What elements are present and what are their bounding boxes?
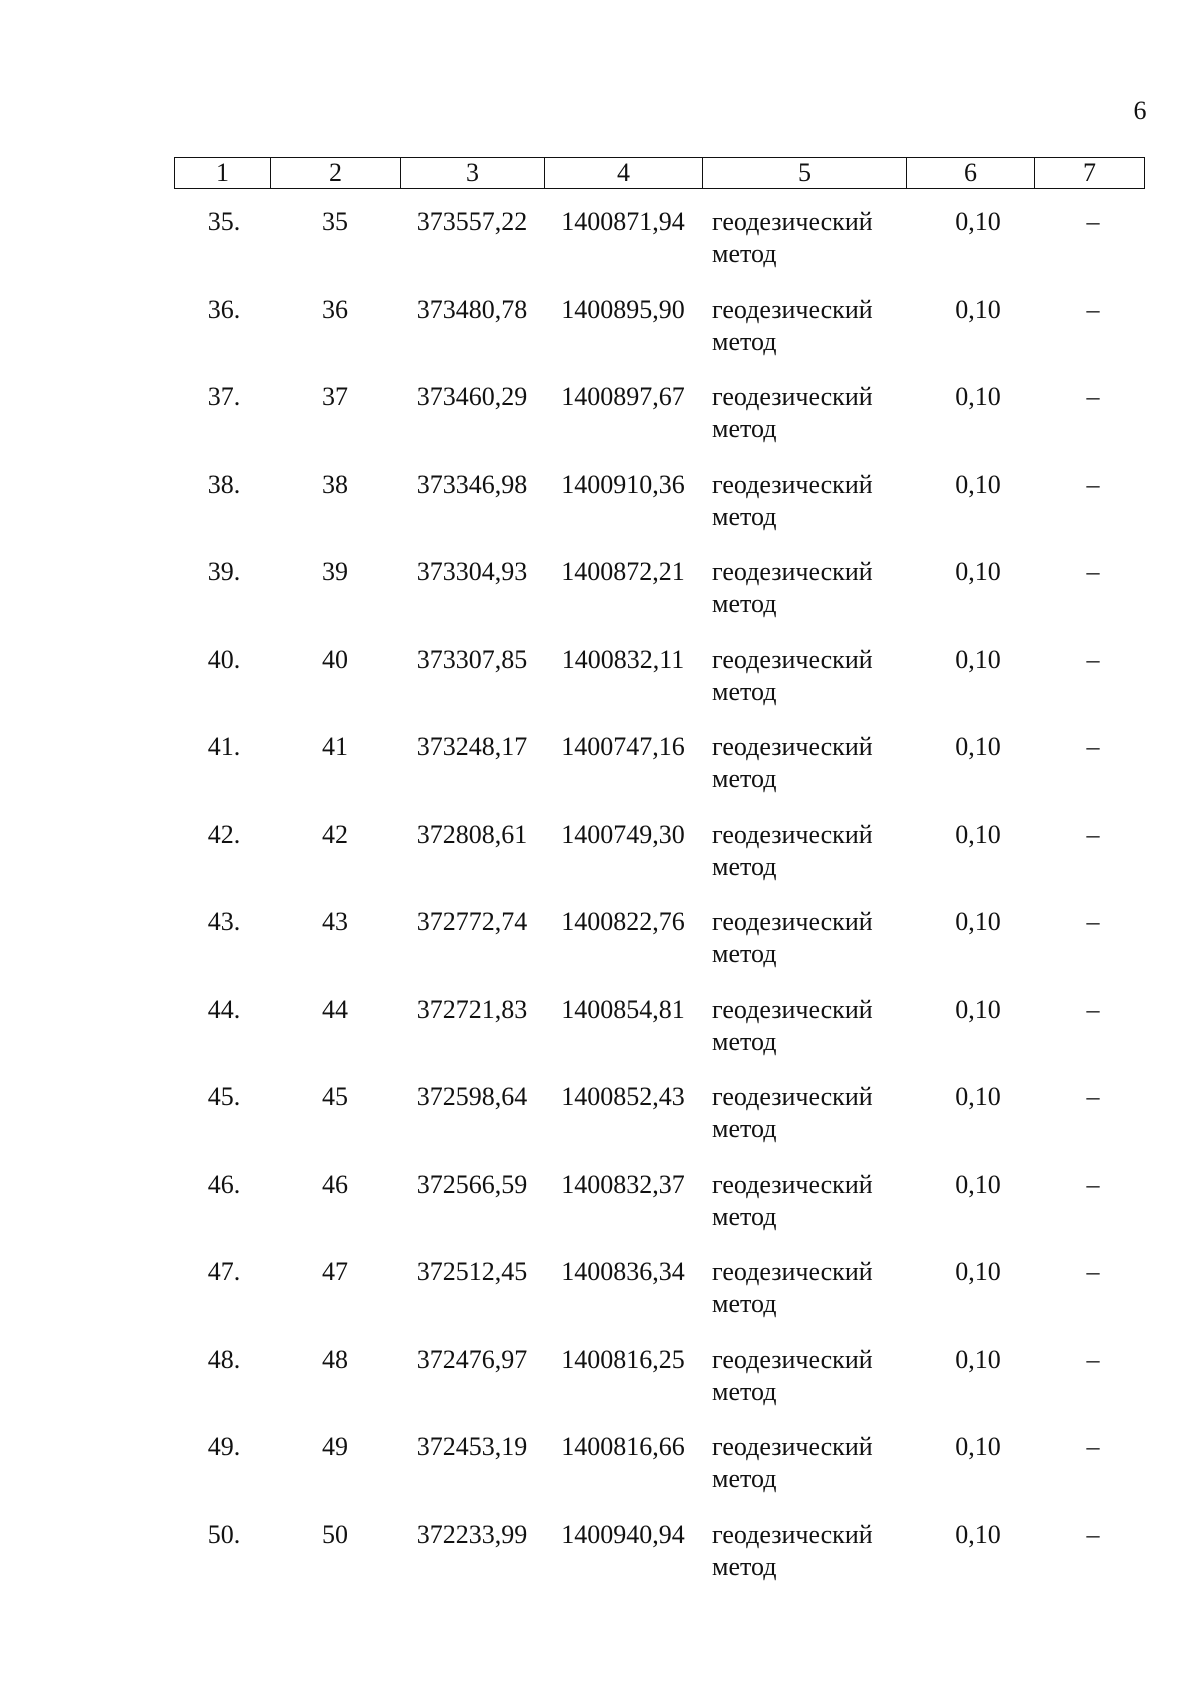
accuracy: 0,10	[955, 207, 1001, 236]
accuracy: 0,10	[955, 557, 1001, 586]
note: –	[1086, 469, 1100, 499]
method-line-2: метод	[712, 1026, 777, 1056]
note: –	[1086, 207, 1100, 236]
note: –	[1086, 907, 1100, 936]
table-row	[174, 819, 1144, 907]
method	[712, 381, 912, 445]
method	[712, 1256, 912, 1320]
note: –	[1086, 1519, 1100, 1549]
header-cell-5: 5	[703, 158, 907, 189]
coordinate-y: 1400910,36	[561, 469, 685, 499]
point-number: 40	[322, 644, 348, 674]
table-row	[174, 1081, 1144, 1169]
table-row	[174, 994, 1144, 1082]
point-number: 42	[322, 819, 348, 849]
note: –	[1086, 1169, 1100, 1199]
method	[712, 556, 912, 620]
row-number: 44.	[207, 994, 241, 1024]
point-number: 50	[322, 1519, 348, 1549]
point-number: 37	[322, 382, 348, 411]
coordinate-y: 1400832,11	[561, 644, 685, 674]
note: –	[1086, 1257, 1100, 1286]
row-number: 49.	[207, 1432, 241, 1461]
note: –	[1086, 994, 1100, 1024]
coordinate-y: 1400749,30	[561, 819, 685, 849]
row-number: 37.	[207, 382, 241, 411]
method-line-2: метод	[712, 764, 777, 793]
coordinate-x: 373307,85	[416, 644, 528, 674]
accuracy: 0,10	[955, 819, 1001, 849]
accuracy: 0,10	[955, 294, 1001, 324]
method-line-1: геодезический	[712, 557, 873, 586]
row-number: 45.	[207, 1082, 241, 1111]
row-number: 40.	[207, 644, 241, 674]
method	[712, 906, 912, 970]
coordinate-y: 1400822,76	[561, 907, 685, 936]
coordinate-y: 1400871,94	[561, 207, 685, 236]
method-line-1: геодезический	[712, 469, 873, 499]
row-number: 42.	[207, 819, 241, 849]
point-number: 46	[322, 1169, 348, 1199]
method	[712, 1431, 912, 1495]
accuracy: 0,10	[955, 382, 1001, 411]
coordinate-x: 372772,74	[416, 907, 528, 936]
method-line-1: геодезический	[712, 294, 873, 324]
note: –	[1086, 644, 1100, 674]
method-line-2: метод	[712, 1376, 777, 1406]
method-line-1: геодезический	[712, 382, 873, 411]
note: –	[1086, 294, 1100, 324]
note: –	[1086, 1082, 1100, 1111]
header-cell-1: 1	[175, 158, 271, 189]
method-line-2: метод	[712, 501, 777, 531]
method-line-2: метод	[712, 326, 777, 356]
coordinate-x: 373460,29	[416, 382, 528, 411]
column-number-header	[174, 157, 1145, 189]
point-number: 36	[322, 294, 348, 324]
method	[712, 1081, 912, 1145]
coordinate-y: 1400816,66	[561, 1432, 685, 1461]
table-row	[174, 556, 1144, 644]
method-line-1: геодезический	[712, 1257, 873, 1286]
table-row	[174, 469, 1144, 557]
row-number: 35.	[207, 207, 241, 236]
method	[712, 469, 912, 533]
method-line-2: метод	[712, 676, 777, 706]
coordinate-y: 1400872,21	[561, 557, 685, 586]
coordinate-y: 1400816,25	[561, 1344, 685, 1374]
coordinate-y: 1400897,67	[561, 382, 685, 411]
method-line-2: метод	[712, 414, 777, 443]
note: –	[1086, 732, 1100, 761]
table-row	[174, 1431, 1144, 1519]
note: –	[1086, 1344, 1100, 1374]
method-line-1: геодезический	[712, 644, 873, 674]
accuracy: 0,10	[955, 1169, 1001, 1199]
accuracy: 0,10	[955, 644, 1001, 674]
coordinate-x: 373346,98	[416, 469, 528, 499]
coordinate-x: 373304,93	[416, 557, 528, 586]
method	[712, 1344, 912, 1408]
method-line-1: геодезический	[712, 1169, 873, 1199]
coordinate-x: 372808,61	[416, 819, 528, 849]
header-cell-7: 7	[1035, 158, 1145, 189]
row-number: 41.	[207, 732, 241, 761]
method-line-2: метод	[712, 1289, 777, 1318]
method-line-1: геодезический	[712, 994, 873, 1024]
accuracy: 0,10	[955, 1432, 1001, 1461]
note: –	[1086, 1432, 1100, 1461]
method	[712, 1519, 912, 1583]
method	[712, 731, 912, 795]
coordinate-x: 373480,78	[416, 294, 528, 324]
method-line-1: геодезический	[712, 907, 873, 936]
header-cell-3: 3	[401, 158, 545, 189]
point-number: 39	[322, 557, 348, 586]
point-number: 45	[322, 1082, 348, 1111]
method-line-2: метод	[712, 1114, 777, 1143]
accuracy: 0,10	[955, 469, 1001, 499]
point-number: 38	[322, 469, 348, 499]
coordinate-x: 372453,19	[416, 1432, 528, 1461]
note: –	[1086, 382, 1100, 411]
accuracy: 0,10	[955, 994, 1001, 1024]
method-line-2: метод	[712, 1551, 777, 1581]
method	[712, 819, 912, 883]
accuracy: 0,10	[955, 732, 1001, 761]
coordinate-x: 373248,17	[416, 732, 528, 761]
coordinate-x: 372233,99	[416, 1519, 528, 1549]
method	[712, 644, 912, 708]
method-line-2: метод	[712, 939, 777, 968]
point-number: 49	[322, 1432, 348, 1461]
method-line-1: геодезический	[712, 819, 873, 849]
page-number: 6	[1133, 96, 1147, 125]
coordinate-y: 1400747,16	[561, 732, 685, 761]
method-line-2: метод	[712, 1464, 777, 1493]
method-line-1: геодезический	[712, 1082, 873, 1111]
coordinate-x: 372476,97	[416, 1344, 528, 1374]
table-row	[174, 731, 1144, 819]
accuracy: 0,10	[955, 1519, 1001, 1549]
row-number: 48.	[207, 1344, 241, 1374]
method-line-1: геодезический	[712, 732, 873, 761]
point-number: 41	[322, 732, 348, 761]
accuracy: 0,10	[955, 1257, 1001, 1286]
coordinate-y: 1400852,43	[561, 1082, 685, 1111]
table-row	[174, 1169, 1144, 1257]
row-number: 39.	[207, 557, 241, 586]
note: –	[1086, 819, 1100, 849]
coordinate-y: 1400832,37	[561, 1169, 685, 1199]
method	[712, 1169, 912, 1233]
method	[712, 206, 912, 270]
header-cell-4: 4	[545, 158, 703, 189]
coordinate-y: 1400854,81	[561, 994, 685, 1024]
coordinate-y: 1400836,34	[561, 1257, 685, 1286]
point-number: 43	[322, 907, 348, 936]
row-number: 36.	[207, 294, 241, 324]
coordinate-y: 1400940,94	[561, 1519, 685, 1549]
method-line-1: геодезический	[712, 1432, 873, 1461]
point-number: 44	[322, 994, 348, 1024]
method-line-1: геодезический	[712, 1519, 873, 1549]
point-number: 35	[322, 207, 348, 236]
header-row	[175, 158, 1145, 189]
point-number: 47	[322, 1257, 348, 1286]
method-line-2: метод	[712, 851, 777, 881]
method-line-2: метод	[712, 1201, 777, 1231]
coordinate-x: 372721,83	[416, 994, 528, 1024]
table-row	[174, 1519, 1144, 1607]
method	[712, 294, 912, 358]
method-line-2: метод	[712, 239, 777, 268]
accuracy: 0,10	[955, 907, 1001, 936]
row-number: 47.	[207, 1257, 241, 1286]
accuracy: 0,10	[955, 1344, 1001, 1374]
point-number: 48	[322, 1344, 348, 1374]
table-row	[174, 644, 1144, 732]
coordinate-table-body	[174, 206, 1144, 1606]
header-cell-6: 6	[907, 158, 1035, 189]
table-row	[174, 381, 1144, 469]
method-line-2: метод	[712, 589, 777, 618]
table-row	[174, 1256, 1144, 1344]
table-row	[174, 206, 1144, 294]
method	[712, 994, 912, 1058]
note: –	[1086, 557, 1100, 586]
row-number: 50.	[207, 1519, 241, 1549]
method-line-1: геодезический	[712, 207, 873, 236]
table-row	[174, 1344, 1144, 1432]
accuracy: 0,10	[955, 1082, 1001, 1111]
coordinate-x: 372512,45	[416, 1257, 528, 1286]
row-number: 43.	[207, 907, 241, 936]
table-row	[174, 294, 1144, 382]
header-cell-2: 2	[271, 158, 401, 189]
method-line-1: геодезический	[712, 1344, 873, 1374]
row-number: 46.	[207, 1169, 241, 1199]
coordinate-x: 372598,64	[416, 1082, 528, 1111]
coordinate-x: 373557,22	[416, 207, 528, 236]
row-number: 38.	[207, 469, 241, 499]
coordinate-y: 1400895,90	[561, 294, 685, 324]
coordinate-x: 372566,59	[416, 1169, 528, 1199]
table-row	[174, 906, 1144, 994]
